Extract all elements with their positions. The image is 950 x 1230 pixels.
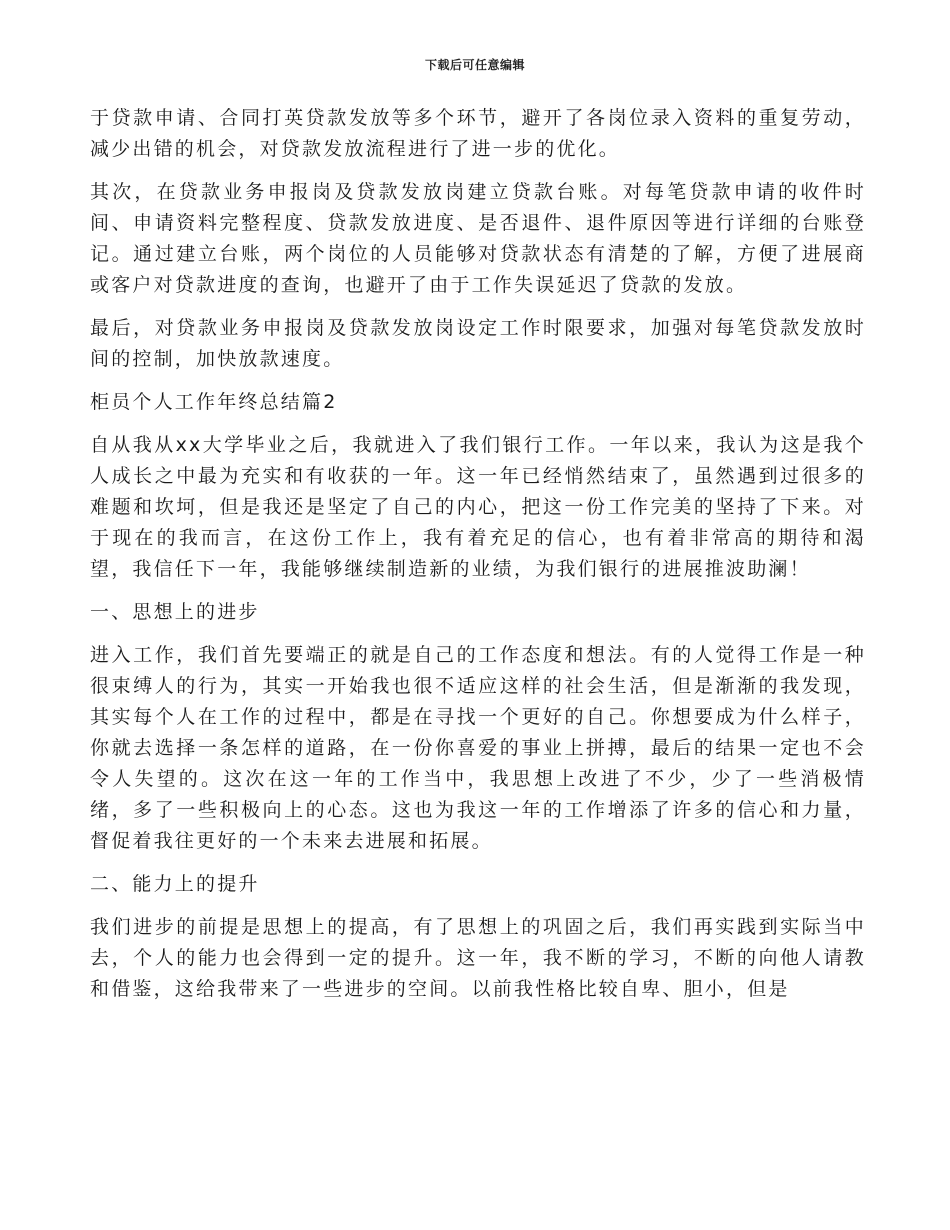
section-heading-ability: 二、能力上的提升 [90, 873, 260, 895]
paragraph-thinking: 进入工作，我们首先要端正的就是自己的工作态度和想法。有的人觉得工作是一种很束缚人的行为，其实一开始我也很不适应这样的社会生活，但是渐渐的我发现，其实每个人在工作的过程中，都是在寻找一个更好的自己。你想要成为什么样子，你就去选择一条怎样的道路，在一份你喜爱的事业上拼搏，最后的结果一定也不会令人失望的。这次在这一年的工作当中，我思想上改进了不少，少了一些消极情绪，多了一些积极向上的心态。这也为我这一年的工作增添了许多的信心和力量，督促着我往更好的一个未来去进展和拓展。 [90, 644, 866, 852]
section-heading-thinking: 一、思想上的进步 [90, 601, 260, 623]
page-header-note: 下载后可任意编辑 [424, 58, 525, 72]
paragraph-time-limit: 最后，对贷款业务申报岗及贷款发放岗设定工作时限要求，加强对每笔贷款发放时间的控制，加快放款速度。 [90, 317, 866, 370]
paragraph-loan-ledger: 其次，在贷款业务申报岗及贷款发放岗建立贷款台账。对每笔贷款申请的收件时间、申请资料完整程度、贷款发放进度、是否退件、退件原因等进行详细的台账登记。通过建立台账，两个岗位的人员能够对贷款状态有清楚的了解，方便了进展商或客户对贷款进度的查询，也避开了由于工作失误延迟了贷款的发放。 [90, 181, 866, 296]
paragraph-ability: 我们进步的前提是思想上的提高，有了思想上的巩固之后，我们再实践到实际当中去，个人的能力也会得到一定的提升。这一年，我不断的学习，不断的向他人请教和借鉴，这给我带来了一些进步的空间。以前我性格比较自卑、胆小，但是 [90, 916, 866, 1000]
paragraph-intro: 自从我从xx大学毕业之后，我就进入了我们银行工作。一年以来，我认为这是我个人成长之中最为充实和有收获的一年。这一年已经悄然结束了，虽然遇到过很多的难题和坎坷，但是我还是坚定了自己的内心，把这一份工作完美的坚持了下来。对于现在的我而言，在这份工作上，我有着充足的信心，也有着非常高的期待和渴望，我信任下一年，我能够继续制造新的业绩，为我们银行的进展推波助澜！ [90, 434, 866, 580]
document-body [90, 103, 866, 1017]
section-title-summary-2: 柜员个人工作年终总结篇2 [90, 391, 338, 413]
paragraph-loan-process: 于贷款申请、合同打英贷款发放等多个环节，避开了各岗位录入资料的重复劳动，减少出错的机会，对贷款发放流程进行了进一步的优化。 [90, 107, 866, 160]
